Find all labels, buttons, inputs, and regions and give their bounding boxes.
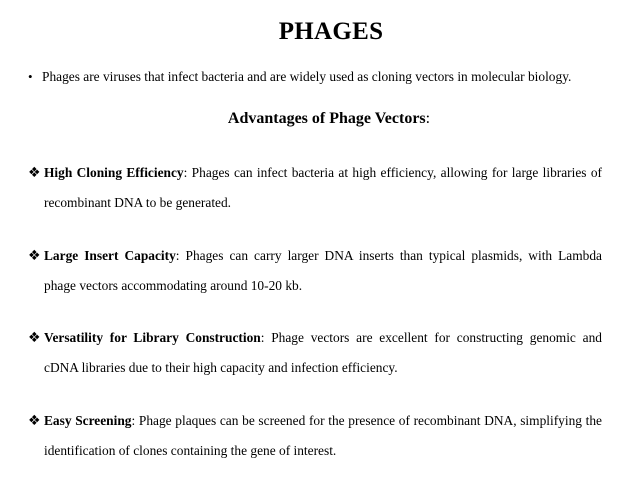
subtitle-text: Advantages of Phage Vectors	[227, 110, 426, 127]
check-arrow-bullet-icon: ❖	[28, 165, 41, 181]
advantage-heading: Easy Screening	[44, 413, 132, 428]
bullet-dot-icon: •	[28, 69, 33, 84]
advantage-text: : Phage plaques can be screened for the presence of recombinant DNA, simplifying the identification of clones containing the gene of interest.	[44, 413, 603, 458]
check-arrow-bullet-icon: ❖	[28, 330, 41, 346]
intro-paragraph	[28, 68, 572, 85]
slide-title: PHAGES	[278, 18, 384, 45]
advantage-item	[28, 406, 603, 466]
check-arrow-bullet-icon: ❖	[28, 413, 41, 429]
advantage-item	[28, 158, 603, 218]
subtitle-colon: :	[425, 110, 431, 127]
advantage-text: : Phages can carry larger DNA inserts than typical plasmids, with Lambda phage vectors accommodating around 10-20 kb.	[44, 248, 602, 293]
advantage-heading: Large Insert Capacity	[44, 248, 176, 263]
advantage-heading: Versatility for Library Construction	[44, 330, 261, 345]
intro-text: Phages are viruses that infect bacteria and are widely used as cloning vectors in molecular biology.	[42, 69, 572, 84]
check-arrow-bullet-icon: ❖	[28, 248, 41, 264]
advantage-text: : Phage vectors are excellent for constructing genomic and cDNA libraries due to their high capacity and infection efficiency.	[44, 330, 602, 375]
section-subtitle	[0, 110, 638, 128]
advantage-item	[28, 241, 602, 301]
advantage-item	[28, 323, 602, 383]
advantage-text: : Phages can infect bacteria at high efficiency, allowing for large libraries of recombinant DNA to be generated.	[44, 165, 603, 210]
advantage-heading: High Cloning Efficiency	[44, 165, 184, 180]
